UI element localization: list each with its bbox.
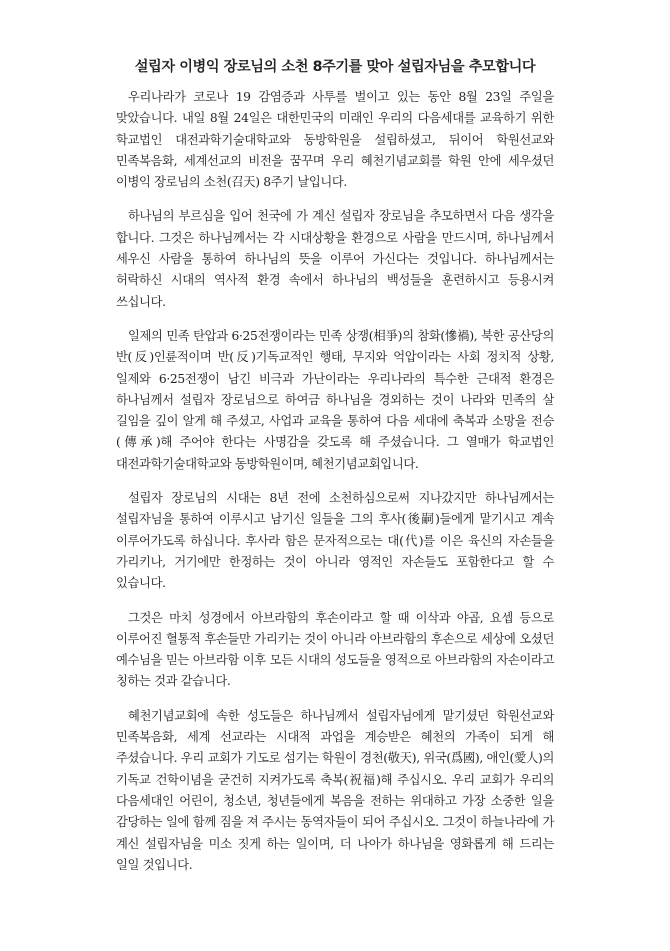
document-title: 설립자 이병익 장로님의 소천 8주기를 맞아 설립자님을 추모합니다 — [134, 59, 536, 75]
paragraph-3: 일제의 민족 탄압과 6·25전쟁이라는 민족 상쟁(相爭)의 참화(慘禍), 북한 공산당의 반(反)인륜적이며 반(反)기독교적인 행태, 무지와 억압이라는 사회 정치적 상황, 일제와 6·25전쟁이 남긴 비극과 가난이라는 우리나라의 특수한 근대적 환경은 하나님께서 설립자 장로님으로 하여금 하나님을 경외하는 것이 나라와 민족의 살 길임을 깊이 알게 해 주셨고, 사업과 교육을 통하여 다음 세대에 축복과 소망을 전승(傳承)해 주어야 한다는 사명감을 갖도록 해 주셨습니다. 그 열매가 학교법인 대전과학기술대학교와 동방학원이며, 혜천기념교회입니다. — [116, 328, 554, 471]
paragraph-1: 우리나라가 코로나 19 감염증과 사투를 벌이고 있는 동안 8월 23일 주일을 맞았습니다. 내일 8월 24일은 대한민국의 미래인 우리의 다음세대를 교육하기 위한 학교법인 대전과학기술대학교와 동방학원을 설립하셨고, 뒤이어 학원선교와 민족복음화, 세계선교의 비전을 꿈꾸며 우리 혜천기념교회를 학원 안에 세우셨던 이병익 장로님의 소천(召天) 8주기 날입니다. — [116, 90, 554, 190]
paragraph-6: 혜천기념교회에 속한 성도들은 하나님께서 설립자님에게 맡기셨던 학원선교와 민족복음화, 세계 선교라는 시대적 과업을 계승받은 혜천의 가족이 되게 해 주셨습니다. 우리 교회가 기도로 섬기는 학원이 경천(敬天), 위국(爲國), 애인(愛人)의 기독교 건학이념을 굳건히 지켜가도록 축복(祝福)해 주십시오. 우리 교회가 우리의 다음세대인 어린이, 청소년, 청년들에게 복음을 전하는 위대하고 가장 소중한 일을 감당하는 일에 함께 짐을 져 주시는 동역자들이 되어 주십시오. 그것이 하늘나라에 가 계신 설립자님을 미소 짓게 하는 일이며, 더 나아가 하나님을 영화롭게 해 드리는 일일 것입니다. — [116, 708, 554, 872]
paragraph-4: 설립자 장로님의 시대는 8년 전에 소천하심으로써 지나갔지만 하나님께서는 설립자님을 통하여 이루시고 남기신 일들을 그의 후사(後嗣)들에게 맡기시고 계속 이루어가도록 하십니다. 후사라 함은 문자적으로는 대(代)를 이은 육신의 자손들을 가리키나, 거기에만 한정하는 것이 아니라 영적인 자손들도 포함한다고 할 수 있습니다. — [116, 491, 554, 591]
paragraph-2: 하나님의 부르심을 입어 천국에 가 계신 설립자 장로님을 추모하면서 다음 생각을 합니다. 그것은 하나님께서는 각 시대상황을 환경으로 사람을 만드시며, 하나님께서 세우신 사람을 통하여 하나님의 뜻을 이루어 가신다는 것입니다. 하나님께서는 허락하신 시대의 역사적 환경 속에서 하나님의 백성들을 훈련하시고 등용시켜 쓰십니다. — [116, 209, 554, 309]
document-page — [116, 56, 554, 889]
paragraph-5: 그것은 마치 성경에서 아브라함의 후손이라고 할 때 이삭과 야곱, 요셉 등으로 이루어진 혈통적 후손들만 가리키는 것이 아니라 아브라함의 후손으로 세상에 오셨던 예수님을 믿는 아브라함 이후 모든 시대의 성도들을 영적으로 아브라함의 자손이라고 칭하는 것과 같습니다. — [116, 610, 554, 689]
